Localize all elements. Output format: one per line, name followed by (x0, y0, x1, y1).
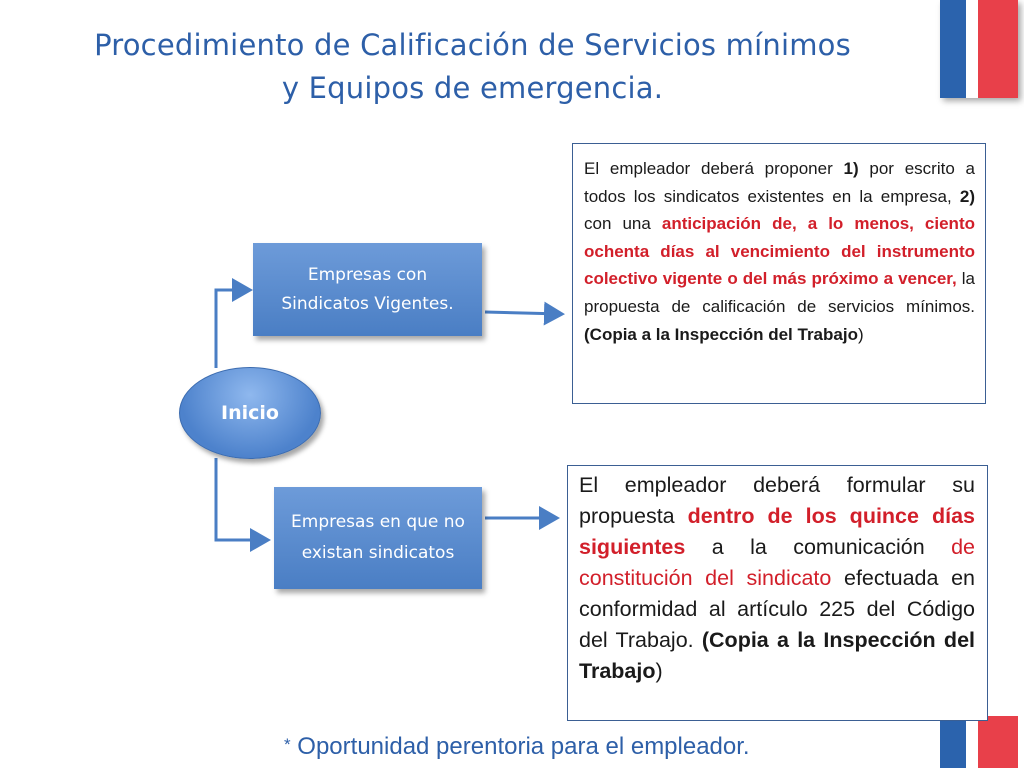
box-text: a la comunicación (685, 535, 952, 559)
footer-note-text: Oportunidad perentoria para el empleador. (290, 733, 750, 760)
box-text: efectuada en conformidad al artículo 225 del Código del Trabajo. (579, 566, 975, 652)
branch-node-with-unions-label: Empresas con Sindicatos Vigentes. (281, 264, 454, 314)
box-text: ) (857, 324, 864, 344)
box-text: con una (584, 214, 662, 234)
box-text-red: de constitución del sindicato (579, 535, 975, 590)
box-text-bold: 1) (843, 159, 859, 178)
branch-node-with-unions (253, 243, 482, 336)
connector-inicio-to-con-sindicatos (216, 290, 250, 368)
box-text: proponer (753, 159, 844, 178)
procedure-box-with-unions (572, 143, 986, 404)
box-text: El empleador (579, 473, 754, 497)
box-text: deberá (700, 159, 754, 178)
box-text-emphasis: anticipación de, a lo menos, ciento ochenta días al vencimiento del instrumento colectivo vigente o del más próximo a vencer, (584, 214, 975, 289)
footnote-asterisk: * (284, 735, 291, 754)
box-text: la propuesta de calificación de servicios mínimos. (584, 269, 975, 316)
box-text: deberá (753, 473, 821, 497)
branch-node-without-unions-label: Empresas en que no existan sindicatos (291, 512, 465, 563)
connector-con-sindicatos-to-box (485, 312, 562, 314)
box-text: formular su propuesta (579, 473, 975, 528)
box-text-bold: 2) (959, 186, 975, 206)
box-text-emphasis: dentro de los quince días siguientes (579, 504, 975, 559)
title-line-2: y Equipos de emergencia. (281, 71, 664, 105)
title-line-1: Procedimiento de Calificación de Servicios mínimos (94, 28, 851, 62)
box-text: por escrito a todos los sindicatos existentes en la empresa, (584, 159, 976, 206)
branch-node-without-unions (274, 487, 482, 589)
box-text-bold: (Copia a la Inspección del Trabajo (584, 324, 858, 344)
procedure-box-without-unions (567, 465, 988, 721)
box-text-bold: (Copia a la Inspección del Trabajo (579, 628, 975, 683)
start-node (179, 367, 321, 459)
footer-note (284, 733, 844, 761)
connector-inicio-to-sin-sindicatos (216, 458, 268, 540)
start-node-label: Inicio (221, 402, 279, 424)
box-text: ) (655, 659, 663, 683)
box-text: El empleador (584, 159, 701, 178)
